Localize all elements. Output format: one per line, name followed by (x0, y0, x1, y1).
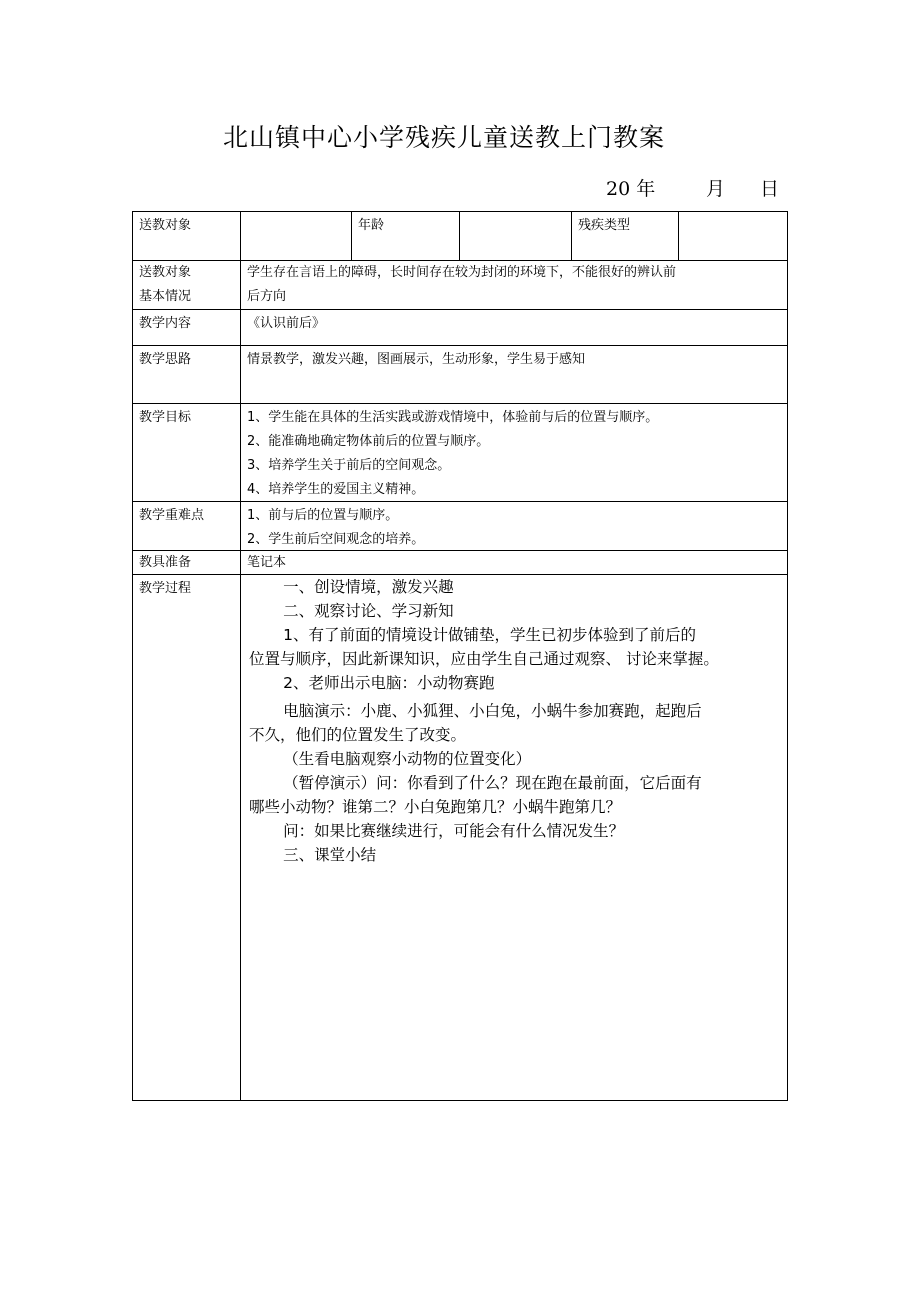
label-tools: 教具准备 (132, 550, 241, 575)
process-line: （生看电脑观察小动物的位置变化） (283, 750, 532, 768)
process-line: 2、老师出示电脑：小动物赛跑 (283, 674, 495, 692)
process-line: 位置与顺序，因此新课知识，应由学生自己通过观察、 讨论来掌握。 (249, 650, 719, 668)
value-key-points (240, 501, 788, 551)
value-goals (240, 403, 788, 502)
value-disability[interactable] (678, 211, 788, 261)
goal-item: 2、能准确地确定物体前后的位置与顺序。 (247, 434, 490, 449)
value-tools: 笔记本 (240, 550, 788, 575)
key-point-item: 2、学生前后空间观念的培养。 (247, 532, 425, 547)
value-basic-info: 学生存在言语上的障碍，长时间存在较为封闭的环境下，不能很好的辨认前 后方向 (240, 260, 788, 310)
label-goals: 教学目标 (132, 403, 241, 502)
process-line: 哪些小动物？谁第二？小白兔跑第几？小蜗牛跑第几？ (249, 798, 622, 816)
label-content: 教学内容 (132, 309, 241, 346)
process-line: 电脑演示：小鹿、小狐狸、小白兔，小蜗牛参加赛跑，起跑后 (283, 702, 702, 720)
label-process: 教学过程 (132, 574, 241, 1101)
process-line: 问：如果比赛继续进行，可能会有什么情况发生？ (283, 822, 625, 840)
label-key-points: 教学重难点 (132, 501, 241, 551)
process-line: 1、有了前面的情境设计做铺垫，学生已初步体验到了前后的 (283, 626, 696, 644)
date-day: 日 (760, 178, 780, 200)
process-line: 二、观察讨论、学习新知 (283, 602, 454, 620)
process-line: 三、课堂小结 (283, 846, 377, 864)
key-point-item: 1、前与后的位置与顺序。 (247, 508, 399, 523)
value-content: 《认识前后》 (240, 309, 788, 346)
goal-item: 1、学生能在具体的生活实践或游戏情境中，体验前与后的位置与顺序。 (247, 410, 659, 425)
process-line: 不久，他们的位置发生了改变。 (249, 726, 467, 744)
goal-item: 3、培养学生关于前后的空间观念。 (247, 458, 451, 473)
label-basic-info: 送教对象 基本情况 (132, 260, 241, 310)
label-target: 送教对象 (132, 211, 241, 261)
value-process (240, 574, 788, 1101)
label-disability: 残疾类型 (571, 211, 679, 261)
goal-item: 4、培养学生的爱国主义精神。 (247, 482, 425, 497)
value-idea: 情景教学，激发兴趣，图画展示，生动形象，学生易于感知 (240, 345, 788, 404)
label-age: 年龄 (351, 211, 460, 261)
value-target[interactable] (240, 211, 352, 261)
document-title: 北山镇中心小学残疾儿童送教上门教案 (222, 123, 665, 152)
label-idea: 教学思路 (132, 345, 241, 404)
date-year: 20 年 (606, 178, 656, 200)
value-age[interactable] (459, 211, 572, 261)
process-line: 一、创设情境，激发兴趣 (283, 578, 454, 596)
date-month: 月 (706, 178, 726, 200)
process-line: （暂停演示）问：你看到了什么？现在跑在最前面，它后面有 (283, 774, 702, 792)
